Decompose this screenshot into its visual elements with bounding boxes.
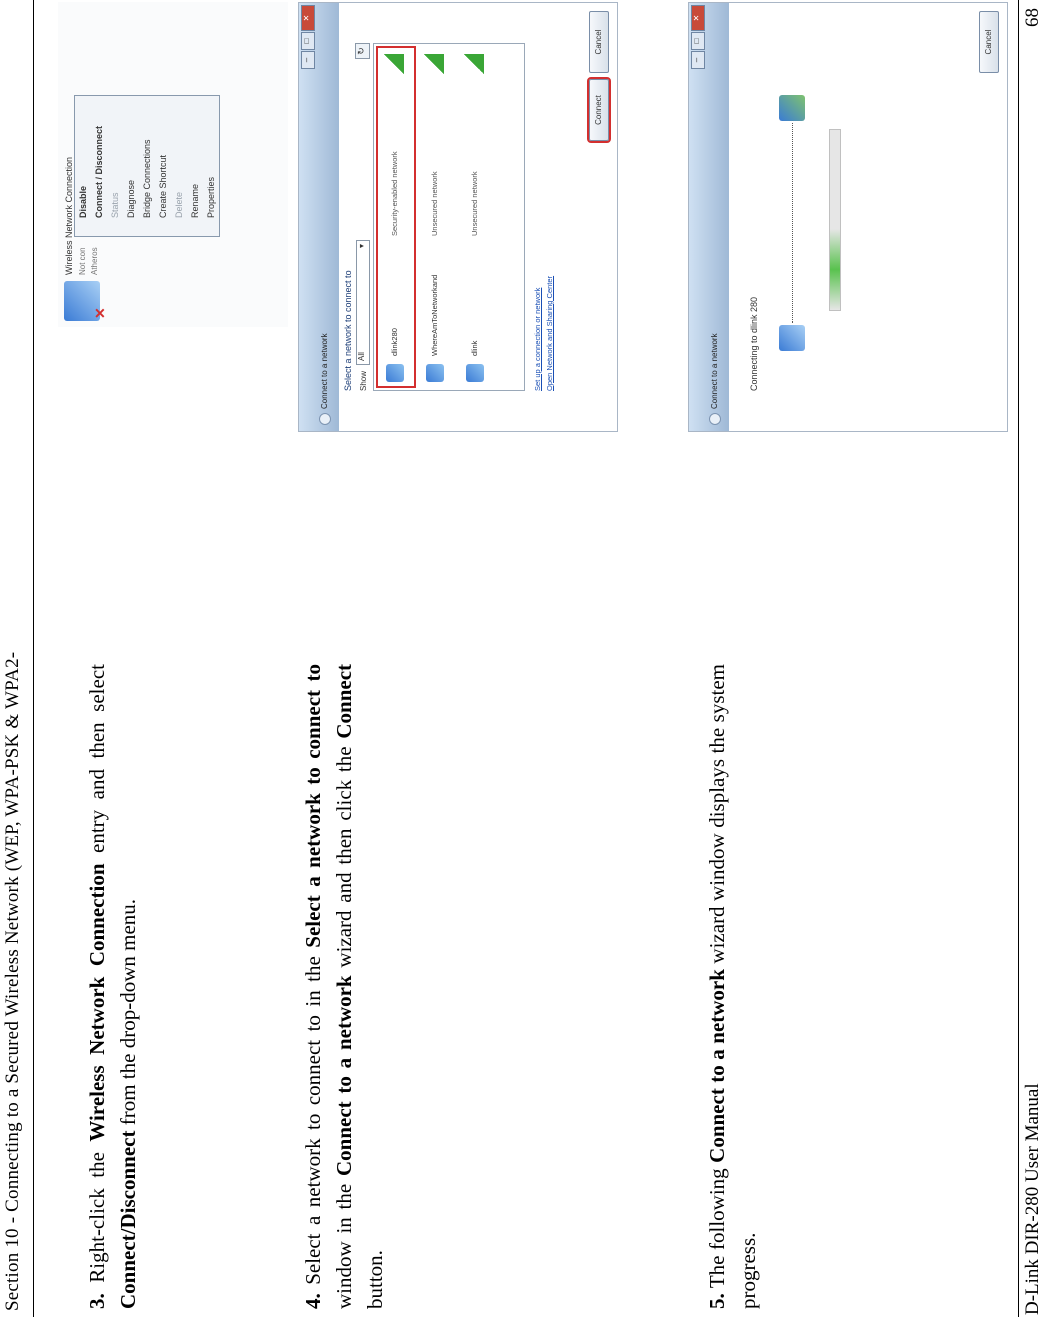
network-item[interactable] — [458, 48, 494, 386]
step-number: 5. — [705, 1293, 729, 1309]
network-security: Unsecured network — [430, 171, 439, 236]
cancel-button[interactable]: Cancel — [589, 11, 609, 73]
window-title — [319, 333, 331, 425]
network-icon — [466, 364, 484, 382]
back-icon[interactable] — [319, 413, 331, 425]
window-title-text: Connect to a network — [320, 333, 330, 409]
menu-item-status[interactable]: Status — [110, 192, 120, 218]
step-text: button. — [363, 1250, 387, 1309]
step-text: wizard window displays the system progress. — [705, 663, 760, 1309]
step-bold: Connect/Disconnect — [116, 1130, 140, 1309]
section-header: Section 10 - Connecting to a Secured Wireless Network (WEP, WPA-PSK & WPA2- — [2, 651, 23, 1311]
step-bold: Connect to a network — [705, 969, 729, 1163]
menu-item-connect-disconnect[interactable]: Connect / Disconnect — [94, 125, 104, 218]
back-icon[interactable] — [709, 413, 721, 425]
maximize-icon[interactable]: □ — [301, 32, 315, 50]
network-icon — [426, 364, 444, 382]
signal-strength-icon — [384, 54, 404, 74]
network-item[interactable] — [418, 48, 454, 386]
menu-item-properties[interactable]: Properties — [206, 176, 216, 218]
menu-item-rename[interactable]: Rename — [190, 183, 200, 218]
show-dropdown[interactable] — [356, 240, 370, 365]
step-3 — [82, 664, 144, 1309]
step-bold: Connect to a network — [332, 975, 356, 1177]
step-text: entry and then select — [85, 664, 109, 864]
network-item[interactable] — [378, 48, 414, 386]
computer-icon — [779, 325, 805, 351]
menu-item-disable[interactable]: Disable — [78, 185, 88, 218]
network-name: dlink — [470, 340, 479, 356]
show-label: Show — [359, 370, 368, 391]
chevron-down-icon: ▾ — [357, 244, 366, 249]
network-icon — [779, 95, 805, 121]
signal-strength-icon — [424, 54, 444, 74]
connect-button[interactable]: Connect — [589, 79, 609, 141]
network-security: Unsecured network — [470, 171, 479, 236]
screenshot-select-network — [298, 2, 618, 432]
context-menu — [74, 95, 220, 237]
connection-status: Not con — [78, 247, 87, 275]
step-bold: Wireless Network Connection — [85, 863, 109, 1142]
network-icon — [386, 364, 404, 382]
window-controls — [691, 5, 705, 69]
connecting-status: Connecting to dlink 280 — [749, 296, 759, 391]
step-bold: Select a network to connect to — [301, 664, 325, 948]
close-icon[interactable]: ✕ — [301, 5, 315, 31]
progress-bar — [829, 129, 841, 311]
minimize-icon[interactable]: – — [691, 51, 705, 69]
footer-manual-title: D-Link DIR-280 User Manual — [1022, 1083, 1043, 1315]
menu-item-create-shortcut[interactable]: Create Shortcut — [158, 154, 168, 218]
menu-item-diagnose[interactable]: Diagnose — [126, 179, 136, 218]
progress-fill — [830, 229, 840, 310]
menu-item-bridge-connections[interactable]: Bridge Connections — [142, 139, 152, 218]
page-number: 68 — [1022, 8, 1043, 27]
step-number: 3. — [85, 1293, 109, 1309]
menu-item-delete[interactable]: Delete — [174, 191, 184, 218]
window-title-text: Connect to a network — [710, 333, 720, 409]
step-text: The following — [705, 1162, 729, 1294]
window-title — [709, 333, 721, 425]
maximize-icon[interactable]: □ — [691, 32, 705, 50]
refresh-icon[interactable]: ↻ — [355, 43, 370, 59]
screenshot-context-menu — [58, 2, 288, 327]
title-bar — [689, 3, 729, 431]
connection-title: Wireless Network Connection — [64, 156, 74, 275]
header-rule — [33, 0, 34, 1317]
step-bold: Connect — [332, 663, 356, 739]
title-bar — [299, 3, 339, 431]
footer-rule — [1018, 0, 1019, 1317]
screenshot-connecting — [688, 2, 1008, 432]
step-5 — [702, 664, 764, 1309]
step-text: Select a network to connect to in the — [301, 947, 325, 1294]
connection-line — [792, 123, 793, 323]
show-dropdown-value: All — [357, 352, 366, 361]
signal-strength-icon — [464, 54, 484, 74]
close-icon[interactable]: ✕ — [691, 5, 705, 31]
step-4 — [298, 664, 391, 1309]
network-sharing-center-link[interactable]: Open Network and Sharing Center — [545, 275, 554, 391]
step-text: wizard and then click the — [332, 738, 356, 976]
network-name: WhereAmToNetworkand — [430, 274, 439, 356]
window-controls — [301, 5, 315, 69]
cancel-button[interactable]: Cancel — [979, 11, 999, 73]
step-text: Right-click the — [85, 1141, 109, 1294]
select-heading: Select a network to connect to — [343, 270, 353, 391]
connection-adapter: Atheros — [90, 247, 99, 275]
step-text: from the drop-down menu. — [116, 898, 140, 1131]
network-name: dlink280 — [390, 328, 399, 356]
minimize-icon[interactable]: – — [301, 51, 315, 69]
setup-connection-link[interactable]: Set up a connection or network — [533, 287, 542, 391]
network-list — [373, 43, 525, 391]
step-number: 4. — [301, 1293, 325, 1309]
network-security: Security-enabled network — [390, 151, 399, 236]
disconnected-x-icon: ✕ — [92, 307, 108, 319]
step-text: window in the — [332, 1176, 356, 1309]
